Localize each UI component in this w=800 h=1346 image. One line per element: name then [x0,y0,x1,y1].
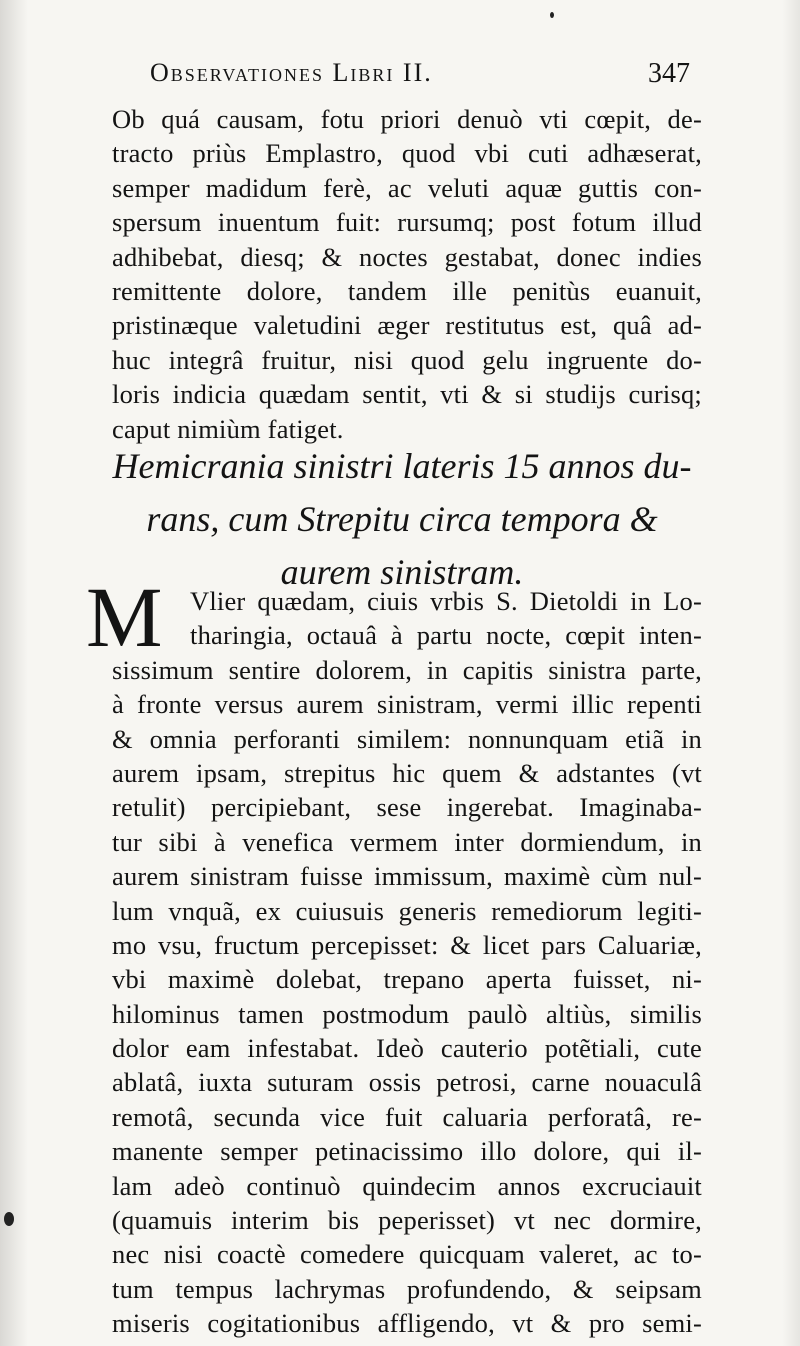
heading-line: Hemicrania sinistri lateris 15 annos du- [112,446,692,486]
text-line: lam adeò continuò quindecim annos excruciauit [112,1170,702,1201]
paragraph-2 [112,584,702,1341]
text-line: (quamuis interim bis peperisset) vt nec dormire, [112,1205,702,1236]
text-line: sissimum sentire dolorem, in capitis sinistra parte, [112,654,702,685]
text-line: retulit) percipiebant, sese ingerebat. Imaginaba- [112,792,702,823]
text-line: tharingia, octauâ à partu nocte, cœpit inten- [190,620,702,651]
text-line: à fronte versus aurem sinistram, vermi illic repenti [112,689,702,720]
text-line: remotâ, secunda vice fuit caluaria perforatâ, re- [112,1101,702,1132]
text-line: tracto priùs Emplastro, quod vbi cuti adhæserat, [112,138,702,169]
ink-speck [4,1212,14,1226]
ink-speck [550,12,554,18]
text-line: nec nisi coactè comedere quicquam valeret, ac to- [112,1239,702,1270]
text-line: aurem ipsam, strepitus hic quem & adstantes (vt [112,757,702,788]
text-line: vbi maximè dolebat, trepano aperta fuisset, ni- [112,964,702,995]
text-line: remittente dolore, tandem ille penitùs euanuit, [112,275,702,306]
page-header [150,58,690,92]
running-title: Observationes Libri II. [150,58,433,87]
text-line: & omnia perforanti similem: nonnunquam etiã in [112,723,702,754]
heading-line: aurem sinistram. [280,552,524,592]
text-line: dolor eam infestabat. Ideò cauterio potẽtiali, cute [112,1033,702,1064]
text-line: Ob quá causam, fotu priori denuò vti cœpit, de- [112,104,702,134]
page-gutter-shadow [0,0,28,1346]
text-line: ablatâ, iuxta suturam ossis petrosi, carne nouaculâ [112,1067,702,1098]
text-line: semper madidum ferè, ac veluti aquæ guttis con- [112,172,702,203]
paragraph-1 [112,102,702,446]
text-line: miseris cogitationibus affligendo, vt & pro semi- [112,1308,702,1339]
text-line: hilominus tamen postmodum paulò altiùs, similis [112,998,702,1029]
text-line: aurem sinistram fuisse immissum, maximè cùm nul- [112,861,702,892]
drop-cap: M [86,569,163,665]
text-line: huc integrâ fruitur, nisi quod gelu ingruente do- [112,344,702,375]
text-line: spersum inuentum fuit: rursumq; post fotum illud [112,207,702,238]
heading-line: rans, cum Strepitu circa tempora & [146,499,658,539]
page-number: 347 [648,58,690,89]
text-line: mo vsu, fructum percepisset: & licet pars Caluariæ, [112,929,702,960]
section-heading [92,440,712,599]
text-line: caput nimiùm fatiget. [112,413,344,444]
text-line: manente semper petinacissimo illo dolore, qui il- [112,1136,702,1167]
page-edge-shadow [782,0,800,1346]
text-line: lum vnquã, ex cuiusuis generis remediorum legiti- [112,895,702,926]
text-line: Vlier quædam, ciuis vrbis S. Dietoldi in Lo- [190,586,702,616]
text-line: adhibebat, diesq; & noctes gestabat, donec indies [112,241,702,272]
text-line: loris indicia quædam sentit, vti & si studijs curisq; [112,379,702,410]
text-line: tum tempus lachrymas profundendo, & seipsam [112,1273,702,1304]
text-line: tur sibi à venefica vermem inter dormiendum, in [112,826,702,857]
text-line: pristinæque valetudini æger restitutus est, quâ ad- [112,310,702,341]
